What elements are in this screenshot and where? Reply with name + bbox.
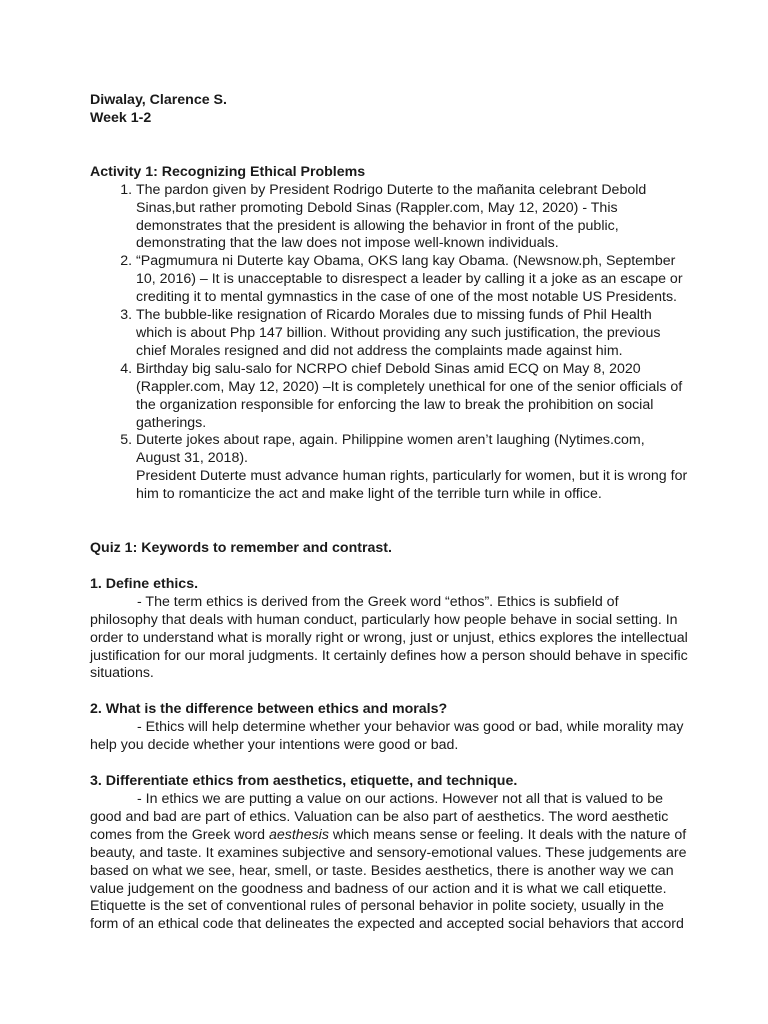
question-title: 3. Differentiate ethics from aesthetics, etiquette, and technique. xyxy=(90,773,518,790)
list-item xyxy=(136,361,690,433)
ethical-problems-list xyxy=(90,182,690,504)
spacer xyxy=(90,504,690,540)
spacer xyxy=(90,558,690,576)
question-answer xyxy=(90,791,690,934)
answer-text: - In ethics we are putting a value on our actions. However not all that is valued to be good and bad are part of ethics. Valuation can be also part of aesthetics. The word aesthetic comes from the Greek word xyxy=(90,791,669,843)
question-answer: - Ethics will help determine whether your behavior was good or bad, while morality may help you decide whether your intentions were good or bad. xyxy=(90,719,684,754)
student-name: Diwalay, Clarence S. xyxy=(90,92,227,108)
list-item xyxy=(136,182,690,254)
spacer xyxy=(90,683,690,701)
list-item xyxy=(136,432,690,504)
spacer xyxy=(90,128,690,164)
document-page xyxy=(90,92,690,934)
week-label: Week 1-2 xyxy=(90,109,152,126)
spacer xyxy=(90,755,690,773)
question-title: 2. What is the difference between ethics and morals? xyxy=(90,701,448,718)
list-item-extra: President Duterte must advance human rights, particularly for women, but it is wrong for him to romanticize the act and make light of the terrible turn while in office. xyxy=(136,468,688,503)
list-item xyxy=(136,253,690,307)
list-item-text: Duterte jokes about rape, again. Philippine women aren’t laughing (Nytimes.com, August 31, 2018). xyxy=(136,432,645,467)
list-item-text: The pardon given by President Rodrigo Duterte to the mañanita celebrant Debold Sinas,but rather promoting Debold Sinas (Rappler.com, May 12, 2020) - This demonstrates that the president is allowing the behavior in front of the public, demonstrating that the law does not impose well-known individuals. xyxy=(136,181,647,252)
list-item xyxy=(136,307,690,361)
question-answer: - The term ethics is derived from the Greek word “ethos”. Ethics is subfield of philosophy that deals with human conduct, particularly how people behave in social setting. In order to understand what is morally right or wrong, just or unjust, ethics explores the intellectual justification for our moral judgments. It certainly defines how a person should behave in specific situations. xyxy=(90,593,688,682)
list-item-text: Birthday big salu-salo for NCRPO chief Debold Sinas amid ECQ on May 8, 2020 (Rappler.com, May 12, 2020) –It is completely unethical for one of the senior officials of the organization responsible for enforcing the law to break the prohibition on social gatherings. xyxy=(136,360,683,431)
question-title: 1. Define ethics. xyxy=(90,575,199,592)
quiz-title: Quiz 1: Keywords to remember and contrast. xyxy=(90,540,392,557)
list-item-text: “Pagmumura ni Duterte kay Obama, OKS lang kay Obama. (Newsnow.ph, September 10, 2016) – It is unacceptable to disrespect a leader by calling it a joke as an escape or crediting it to mental gymnastics in the case of one of the most notable US Presidents. xyxy=(136,253,683,306)
answer-text: which means sense or feeling. It deals with the nature of beauty, and taste. It examines subjective and sensory-emotional values. These judgements are based on what we see, hear, smell, or taste. Besides aesthetics, there is another way we can value judgement on the goodness and badness of our action and it is what we call etiquette. Etiquette is the set of conventional rules of personal behavior in polite society, usually in the form of an ethical code that delineates the expected and accepted social behaviors that accord xyxy=(90,826,687,933)
answer-emphasis: aesthesis xyxy=(268,826,329,843)
list-item-text: The bubble-like resignation of Ricardo Morales due to missing funds of Phil Health which is about Php 147 billion. Without providing any such justification, the previous chief Morales resigned and did not address the complaints made against him. xyxy=(136,307,661,359)
activity-title: Activity 1: Recognizing Ethical Problems xyxy=(90,163,366,180)
